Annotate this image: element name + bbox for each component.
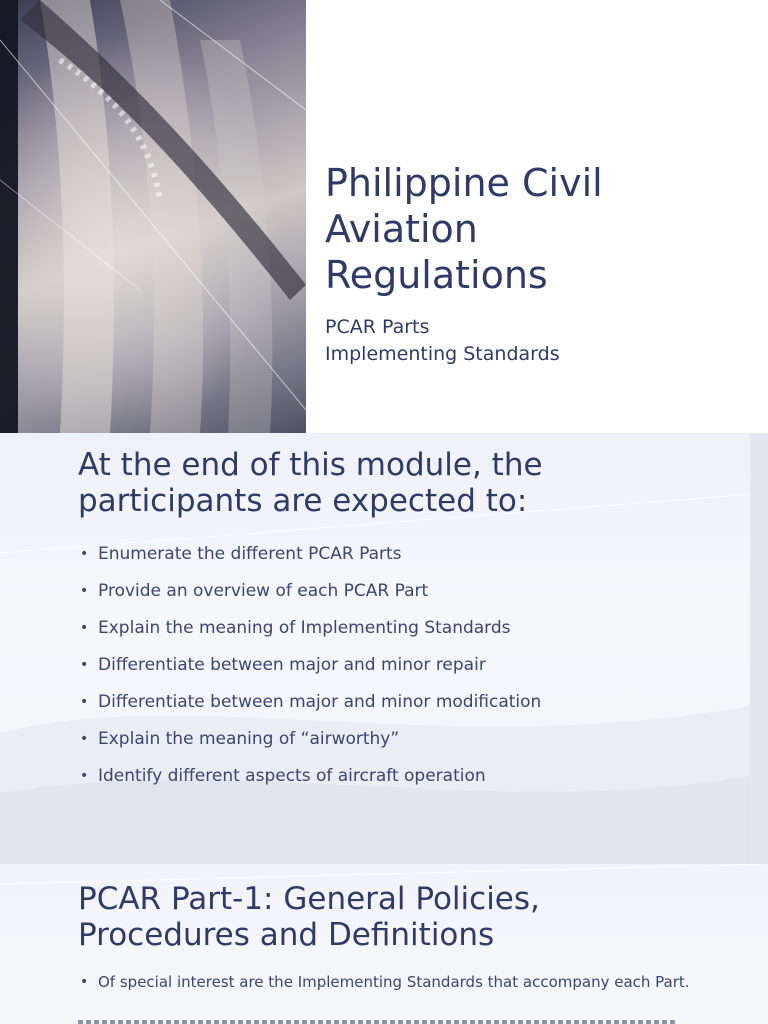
slide-right-edge xyxy=(750,433,768,864)
list-item xyxy=(78,692,738,729)
heading-line: PCAR Part-1: General Policies, xyxy=(78,881,540,917)
bullet-icon: • xyxy=(80,620,89,636)
objectives-slide xyxy=(0,433,768,864)
subtitle-line: Implementing Standards xyxy=(325,343,560,365)
bullet-icon: • xyxy=(80,974,89,990)
heading-line: participants are expected to: xyxy=(78,483,528,519)
objectives-list xyxy=(78,544,738,803)
bullet-icon: • xyxy=(80,768,89,784)
list-item-text: Provide an overview of each PCAR Part xyxy=(98,581,429,601)
presentation-subtitle xyxy=(325,314,745,368)
list-item-text: Identify different aspects of aircraft operation xyxy=(98,766,486,786)
title-slide xyxy=(0,0,768,433)
list-item-text: Of special interest are the Implementing Standards that accompany each Part. xyxy=(98,973,690,991)
presentation-title xyxy=(325,160,745,298)
slide-heading xyxy=(78,881,738,953)
list-item xyxy=(78,655,738,692)
bullet-icon: • xyxy=(80,657,89,673)
list-item xyxy=(78,729,738,766)
title-line: Aviation xyxy=(325,207,478,251)
list-item xyxy=(78,544,738,581)
list-item-text: Differentiate between major and minor modification xyxy=(98,692,542,712)
title-line: Regulations xyxy=(325,253,548,297)
photo-illustration xyxy=(0,0,306,433)
list-item xyxy=(78,974,698,990)
pcar-part1-slide xyxy=(0,864,768,1024)
title-line: Philippine Civil xyxy=(325,161,603,205)
bullet-icon: • xyxy=(80,546,89,562)
list-item xyxy=(78,766,738,803)
list-item-text: Differentiate between major and minor repair xyxy=(98,655,486,675)
part1-list xyxy=(78,974,698,1002)
heading-line: Procedures and Definitions xyxy=(78,917,495,953)
list-item-text: Enumerate the different PCAR Parts xyxy=(98,544,402,564)
heading-line: At the end of this module, the xyxy=(78,447,543,483)
bullet-icon: • xyxy=(80,731,89,747)
list-item xyxy=(78,618,738,655)
bullet-icon: • xyxy=(80,694,89,710)
list-item xyxy=(78,581,738,618)
list-item-text: Explain the meaning of “airworthy” xyxy=(98,729,400,749)
bullet-icon: • xyxy=(80,583,89,599)
list-item-text: Explain the meaning of Implementing Standards xyxy=(98,618,511,638)
turbine-blades-photo xyxy=(0,0,306,433)
cropped-next-line xyxy=(78,1020,678,1024)
subtitle-line: PCAR Parts xyxy=(325,316,430,338)
slide-heading xyxy=(78,447,738,519)
